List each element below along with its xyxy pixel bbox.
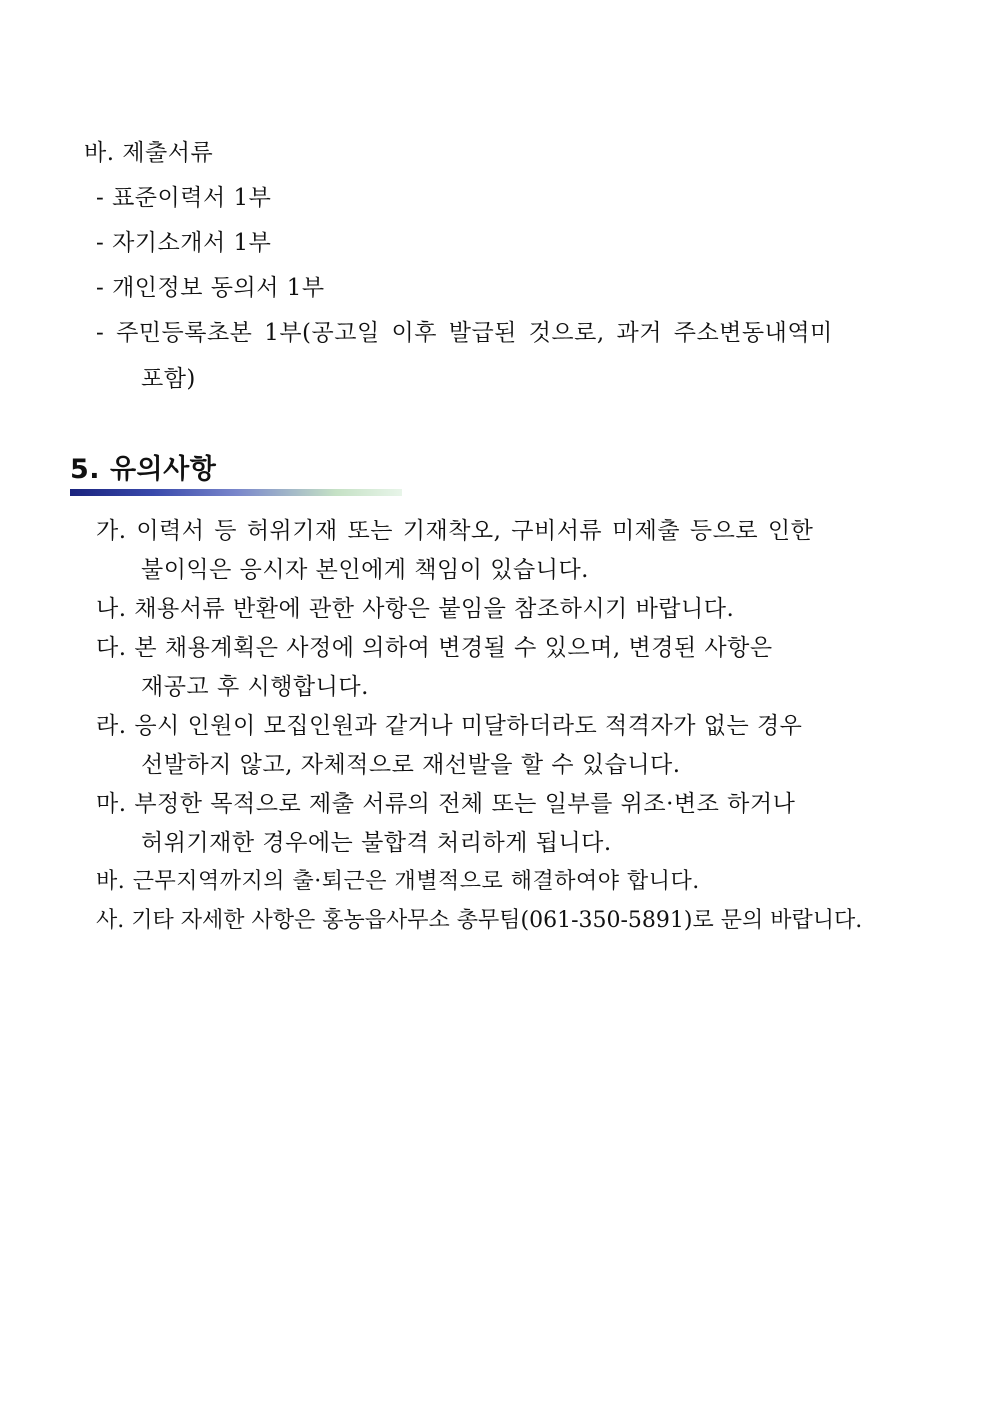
notice-item: 다. 본 채용계획은 사정에 의하여 변경될 수 있으며, 변경된 사항은 bbox=[96, 635, 773, 661]
notice-item: 바. 근무지역까지의 출·퇴근은 개별적으로 해결하여야 합니다. bbox=[96, 869, 700, 894]
submission-item: - 주민등록초본 1부(공고일 이후 발급된 것으로, 과거 주소변동내역미 bbox=[96, 320, 833, 346]
section-heading: 5. 유의사항 bbox=[70, 454, 217, 485]
submission-item: - 개인정보 동의서 1부 bbox=[96, 275, 325, 301]
notice-item: 사. 기타 자세한 사항은 홍농읍사무소 총무팀(061-350-5891)로 문의 바랍니다. bbox=[96, 908, 863, 933]
notice-item: 나. 채용서류 반환에 관한 사항은 붙임을 참조하시기 바랍니다. bbox=[96, 596, 735, 622]
notice-item-continued: 불이익은 응시자 본인에게 책임이 있습니다. bbox=[141, 557, 589, 583]
notice-item-continued: 선발하지 않고, 자체적으로 재선발을 할 수 있습니다. bbox=[141, 752, 681, 778]
heading-underline bbox=[70, 489, 402, 496]
submission-title: 바. 제출서류 bbox=[84, 140, 214, 166]
notice-item: 가. 이력서 등 허위기재 또는 기재착오, 구비서류 미제출 등으로 인한 bbox=[96, 518, 814, 544]
notice-item: 마. 부정한 목적으로 제출 서류의 전체 또는 일부를 위조·변조 하거나 bbox=[96, 791, 796, 817]
submission-item: - 표준이력서 1부 bbox=[96, 185, 272, 211]
submission-item-continued: 포함) bbox=[141, 366, 196, 392]
notice-item-continued: 재공고 후 시행합니다. bbox=[141, 674, 369, 700]
notice-item-continued: 허위기재한 경우에는 불합격 처리하게 됩니다. bbox=[141, 830, 612, 856]
notice-item: 라. 응시 인원이 모집인원과 같거나 미달하더라도 적격자가 없는 경우 bbox=[96, 713, 803, 739]
submission-item: - 자기소개서 1부 bbox=[96, 230, 272, 256]
